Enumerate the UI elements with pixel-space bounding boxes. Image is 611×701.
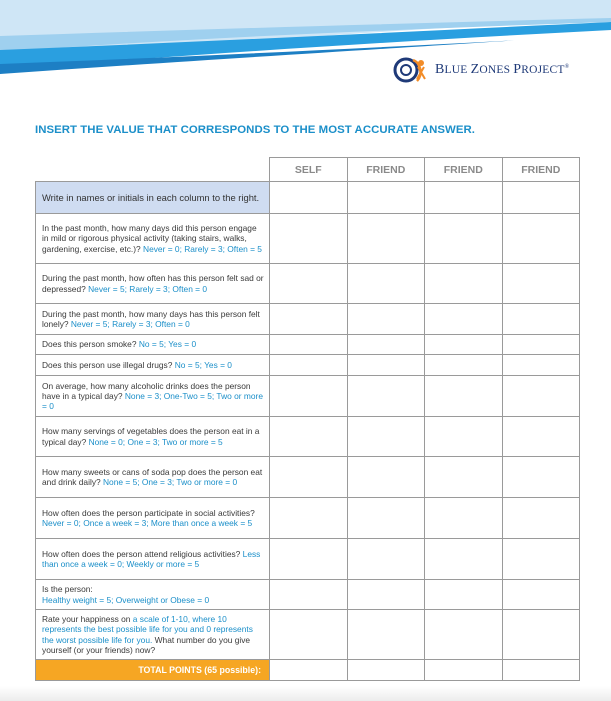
answer-cell[interactable] xyxy=(270,214,348,264)
answer-cell[interactable] xyxy=(502,335,580,355)
question-cell: During the past month, how often has this person felt sad or depressed? Never = 5; Rarely = 3; Often = 0 xyxy=(36,264,270,304)
column-header-friend-3: FRIEND xyxy=(502,158,580,182)
total-cell[interactable] xyxy=(270,660,348,681)
answer-cell[interactable] xyxy=(502,376,580,417)
question-cell: On average, how many alcoholic drinks does the person have in a typical day? None = 3; One-Two = 5; Two or more = 0 xyxy=(36,376,270,417)
answer-cell[interactable] xyxy=(425,610,503,660)
total-cell[interactable] xyxy=(425,660,503,681)
blue-zones-logo-mark-icon xyxy=(391,53,431,87)
answer-cell[interactable] xyxy=(347,457,425,498)
answer-cell[interactable] xyxy=(502,214,580,264)
scoring-table xyxy=(35,157,580,681)
answer-cell[interactable] xyxy=(270,335,348,355)
answer-cell[interactable] xyxy=(270,498,348,539)
answer-cell[interactable] xyxy=(270,457,348,498)
answer-cell[interactable] xyxy=(502,355,580,376)
question-cell: How often does the person participate in social activities? Never = 0; Once a week = 3; More than once a week = 5 xyxy=(36,498,270,539)
answer-cell[interactable] xyxy=(425,457,503,498)
answer-cell[interactable] xyxy=(347,610,425,660)
answer-cell[interactable] xyxy=(347,182,425,214)
table-row xyxy=(36,264,580,304)
answer-cell[interactable] xyxy=(270,376,348,417)
answer-cell[interactable] xyxy=(347,264,425,304)
answer-cell[interactable] xyxy=(502,182,580,214)
question-cell: Does this person smoke? No = 5; Yes = 0 xyxy=(36,335,270,355)
question-cell: In the past month, how many days did this person engage in mild or rigorous physical activity (taking stairs, walks, gardening, exercise, etc.)? Never = 0; Rarely = 3; Often = 5 xyxy=(36,214,270,264)
column-header-friend-2: FRIEND xyxy=(425,158,503,182)
answer-cell[interactable] xyxy=(425,335,503,355)
table-row xyxy=(36,610,580,660)
question-cell: Does this person use illegal drugs? No = 5; Yes = 0 xyxy=(36,355,270,376)
answer-cell[interactable] xyxy=(425,376,503,417)
instruction-heading: INSERT THE VALUE THAT CORRESPONDS TO THE MOST ACCURATE ANSWER. xyxy=(35,124,475,136)
answer-cell[interactable] xyxy=(270,610,348,660)
answer-cell[interactable] xyxy=(270,182,348,214)
answer-cell[interactable] xyxy=(425,355,503,376)
answer-cell[interactable] xyxy=(347,304,425,335)
answer-cell[interactable] xyxy=(502,457,580,498)
answer-cell[interactable] xyxy=(347,335,425,355)
answer-cell[interactable] xyxy=(347,539,425,580)
table-row xyxy=(36,376,580,417)
bottom-edge-shadow xyxy=(0,686,611,701)
names-instruction-cell: Write in names or initials in each column to the right. xyxy=(36,182,270,214)
answer-cell[interactable] xyxy=(347,580,425,610)
table-row xyxy=(36,539,580,580)
column-header-row xyxy=(36,158,580,182)
answer-cell[interactable] xyxy=(270,355,348,376)
table-row xyxy=(36,417,580,457)
answer-cell[interactable] xyxy=(425,539,503,580)
question-cell: How many servings of vegetables does the person eat in a typical day? None = 0; One = 3; Two or more = 5 xyxy=(36,417,270,457)
answer-cell[interactable] xyxy=(425,214,503,264)
total-cell[interactable] xyxy=(347,660,425,681)
total-points-label: TOTAL POINTS (65 possible): xyxy=(36,660,270,681)
answer-cell[interactable] xyxy=(425,264,503,304)
column-header-friend-1: FRIEND xyxy=(347,158,425,182)
answer-cell[interactable] xyxy=(347,214,425,264)
answer-cell[interactable] xyxy=(425,182,503,214)
brand-name: BLUE ZONES PROJECT® xyxy=(435,62,570,77)
answer-cell[interactable] xyxy=(425,580,503,610)
table-row xyxy=(36,304,580,335)
total-cell[interactable] xyxy=(502,660,580,681)
answer-cell[interactable] xyxy=(502,580,580,610)
table-row xyxy=(36,214,580,264)
table-row xyxy=(36,498,580,539)
answer-cell[interactable] xyxy=(270,304,348,335)
answer-cell[interactable] xyxy=(502,498,580,539)
answer-cell[interactable] xyxy=(270,580,348,610)
blue-zones-logo xyxy=(391,53,569,87)
answer-cell[interactable] xyxy=(347,417,425,457)
table-row xyxy=(36,580,580,610)
answer-cell[interactable] xyxy=(347,498,425,539)
column-header-self: SELF xyxy=(270,158,348,182)
table-row xyxy=(36,182,580,214)
answer-cell[interactable] xyxy=(347,376,425,417)
answer-cell[interactable] xyxy=(347,355,425,376)
question-cell: Is the person: Healthy weight = 5; Overweight or Obese = 0 xyxy=(36,580,270,610)
answer-cell[interactable] xyxy=(502,304,580,335)
question-cell: Rate your happiness on a scale of 1-10, where 10 represents the best possible life for you and 0 represents the worst possible life for you. What number do you give yourself (or your friends) now? xyxy=(36,610,270,660)
answer-cell[interactable] xyxy=(270,539,348,580)
table-row xyxy=(36,335,580,355)
answer-cell[interactable] xyxy=(425,498,503,539)
question-cell: How often does the person attend religious activities? Less than once a week = 0; Weekly or more = 5 xyxy=(36,539,270,580)
answer-cell[interactable] xyxy=(502,264,580,304)
answer-cell[interactable] xyxy=(270,417,348,457)
answer-cell[interactable] xyxy=(425,417,503,457)
header-spacer xyxy=(36,158,270,182)
table-row xyxy=(36,457,580,498)
answer-cell[interactable] xyxy=(270,264,348,304)
question-cell: How many sweets or cans of soda pop does the person eat and drink daily? None = 5; One = 3; Two or more = 0 xyxy=(36,457,270,498)
answer-cell[interactable] xyxy=(502,539,580,580)
answer-cell[interactable] xyxy=(502,417,580,457)
question-cell: During the past month, how many days has this person felt lonely? Never = 5; Rarely = 3; Often = 0 xyxy=(36,304,270,335)
table-row xyxy=(36,355,580,376)
total-row xyxy=(36,660,580,681)
answer-cell[interactable] xyxy=(502,610,580,660)
answer-cell[interactable] xyxy=(425,304,503,335)
